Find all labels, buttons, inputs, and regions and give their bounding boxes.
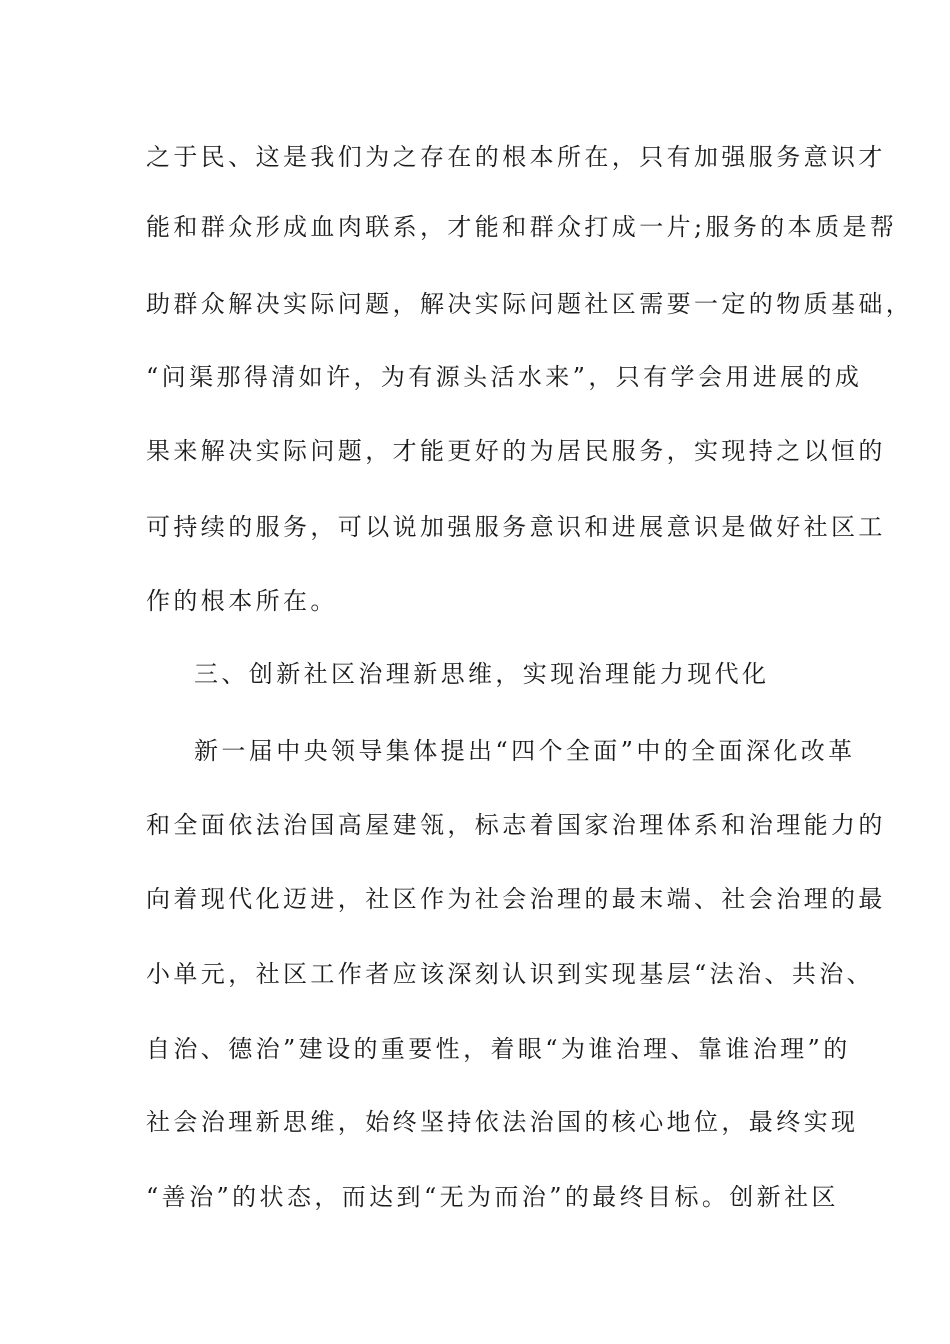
text-line-14: 社会治理新思维，始终坚持依法治国的核心地位，最终实现: [146, 1108, 859, 1136]
text-line-4: “问渠那得清如许，为有源头活水来”，只有学会用进展的成: [146, 363, 863, 391]
text-line-11: 向着现代化迈进，社区作为社会治理的最末端、社会治理的最: [146, 885, 886, 913]
text-line-5: 果来解决实际问题，才能更好的为居民服务，实现持之以恒的: [146, 437, 886, 465]
text-line-13: 自治、德治”建设的重要性，着眼“为谁治理、靠谁治理”的: [146, 1035, 851, 1063]
text-line-1: 之于民、这是我们为之存在的根本所在，只有加强服务意识才: [146, 143, 886, 171]
text-line-9: 新一届中央领导集体提出“四个全面”中的全面深化改革: [194, 737, 856, 765]
text-line-15: “善治”的状态，而达到“无为而治”的最终目标。创新社区: [146, 1183, 839, 1211]
text-line-10: 和全面依法治国高屋建瓴，标志着国家治理体系和治理能力的: [146, 811, 886, 839]
text-line-12: 小单元，社区工作者应该深刻认识到实现基层“法治、共治、: [146, 960, 875, 988]
text-line-3: 助群众解决实际问题，解决实际问题社区需要一定的物质基础，: [146, 290, 914, 318]
section-heading: 三、创新社区治理新思维，实现治理能力现代化: [194, 660, 770, 688]
text-line-2: 能和群众形成血肉联系，才能和群众打成一片;服务的本质是帮: [146, 213, 898, 241]
text-line-6: 可持续的服务，可以说加强服务意识和进展意识是做好社区工: [146, 513, 886, 541]
text-line-7: 作的根本所在。: [146, 587, 338, 615]
